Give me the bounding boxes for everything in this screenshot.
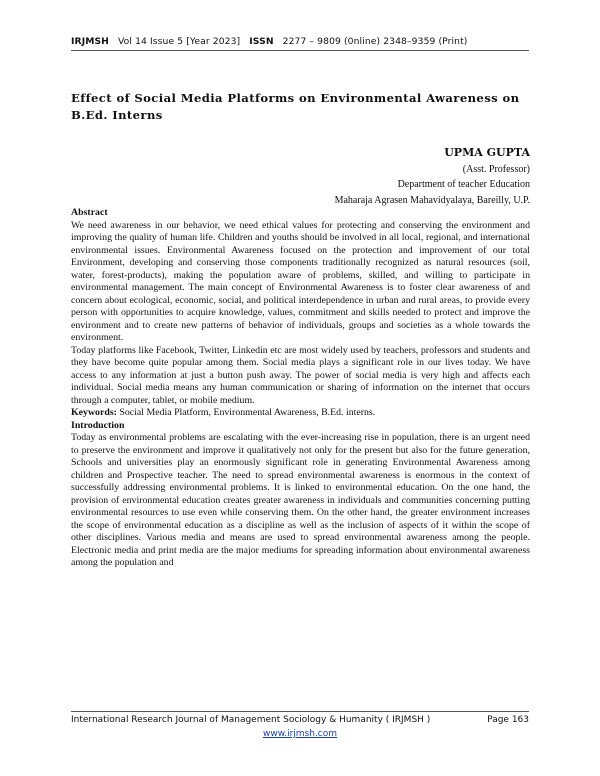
author-block xyxy=(335,145,530,208)
abstract-paragraph-2: Today platforms like Facebook, Twitter, Linkedin etc are most widely used by teachers, professors and students and they have become quite popular among them. Social media plays a significant role in our lives today. We have access to any information at just a button push away. The power of social media is very high and affects each individual. Social media means any human communication or sharing of information on the internet that occurs through a computer, tablet, or mobile medium. xyxy=(71,344,530,406)
journal-abbrev: IRJMSH xyxy=(71,36,109,47)
issn-label: ISSN xyxy=(249,36,274,47)
running-footer xyxy=(71,715,529,725)
abstract-heading: Abstract xyxy=(71,207,108,218)
author-institution: Maharaja Agrasen Mahavidyalaya, Bareilly, U.P. xyxy=(334,194,530,206)
introduction-paragraph: Today as environmental problems are escalating with the ever-increasing rise in population, there is an urgent need to preserve the environment and improve it qualitatively not only for the present but also for the future generation, Schools and universities play an enormously significant role in generating Environmental Awareness among children and Prospective teacher. The need to spread environmental awareness is enormous in the context of successfully addressing environmental problems. It is linked to environmental education. On the one hand, the provision of environmental education creates greater awareness in individuals and communities concerning putting environmental resources to use even while conserving them. On the other hand, the greater environment increases the scope of environmental education as a discipline as well as the inclusion of aspects of it within the scope of other disciplines. Various media and means are used to spread environmental awareness among the people. Electronic media and print media are the major mediums for spreading information about environmental awareness among the population and xyxy=(71,432,530,568)
running-header xyxy=(71,36,474,47)
issn-values: 2277 – 9809 (0nline) 2348–9359 (Print) xyxy=(282,36,468,47)
keywords-text: Social Media Platform, Environmental Awareness, B.Ed. interns. xyxy=(119,407,376,418)
abstract-paragraph-1: We need awareness in our behavior, we need ethical values for protecting and conserving the environment and improving the quality of human life. Children and youths should be involved in all local, regional, and international environmental issues. Environmental Awareness focused on the protection and improvement of our total Environment, developing and conserving those components traditionally recognized as natural resources (soil, water, forest-products), making the population aware of problems, skilled, and willing to participate in environmental management. The main concept of Environmental Awareness is to foster clear awareness of and concern about ecological, economic, social, and political interdependence in urban and rural areas, to provide every person with opportunities to acquire knowledge, values, commitment and skills needed to protect and improve the environment and to create new patterns of behavior of individuals, groups and societies as a whole towards the environment. xyxy=(71,219,530,343)
introduction-heading: Introduction xyxy=(71,419,125,431)
page-number: Page 163 xyxy=(487,715,529,725)
keywords-label: Keywords: xyxy=(71,407,117,418)
author-department: Department of teacher Education xyxy=(397,179,530,191)
author-role: (Asst. Professor) xyxy=(462,164,530,175)
paper-title: Effect of Social Media Platforms on Environmental Awareness on B.Ed. Interns xyxy=(71,91,520,122)
footer-divider xyxy=(71,711,529,712)
paper-body xyxy=(71,207,530,570)
header-divider xyxy=(71,50,529,51)
author-name: UPMA GUPTA xyxy=(444,146,530,159)
journal-website-link[interactable]: www.irjmsh.com xyxy=(262,729,338,739)
keywords-line xyxy=(71,407,530,420)
volume-info: Vol 14 Issue 5 [Year 2023] xyxy=(118,36,241,47)
footer-journal-name: International Research Journal of Management Sociology & Humanity ( IRJMSH ) xyxy=(71,715,431,725)
